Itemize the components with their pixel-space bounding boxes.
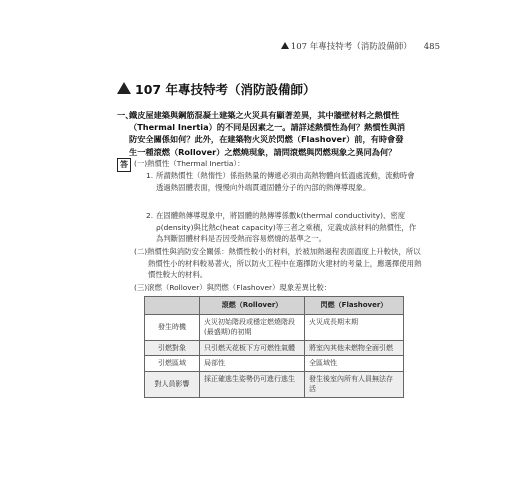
item-number: 2. [146, 211, 154, 220]
list-item [146, 210, 422, 245]
page-header [0, 40, 440, 52]
table-row [145, 340, 404, 356]
table-cell: 只引燃天花板下方可燃性氣體 [200, 340, 305, 356]
page-number: 485 [423, 42, 440, 52]
table-cell: 全區域性 [305, 356, 404, 372]
header-section-title: 107 年專技特考（消防設備師） [290, 42, 412, 52]
table-cell: 對人員影響 [145, 371, 200, 397]
list-item [146, 170, 422, 193]
header-cell [145, 297, 200, 315]
table-cell: 發生時機 [145, 314, 200, 340]
table-cell: 採正確逃生姿勢仍可進行逃生 [200, 371, 305, 397]
table-cell: 火災成長期末期 [305, 314, 404, 340]
table-cell: 將室內其他未燃物全面引燃 [305, 340, 404, 356]
question-text: 鐵皮屋建築與鋼筋混凝土建築之火災具有顯著差異，其中牆壁材料之熱慣性（Thermal Inertia）的不同是因素之一。請詳述熱慣性為何？熱慣性與消防安全關係如何？此外，在建築物火災於閃燃（Flashover）前，有時會發生一種滾燃（Rollover）之燃燒現象，請問滾燃與閃燃現象之異同為何？ [129, 110, 406, 157]
table-cell: 局部性 [200, 356, 305, 372]
table-row [145, 371, 404, 397]
table-cell: 火災初始階段或穩定燃燒階段(最盛期)的初期 [200, 314, 305, 340]
item-text: 在固體熱傳導現象中，將固體的熱傳導係數k(thermal conductivity)、密度ρ(density)與比熱c(heat capacity)等三者之乘積，定義成該材料的熱慣性，作為判斷固體材料是否因受熱而容易燃燒的基準之一。 [156, 211, 417, 244]
triangle-icon [117, 82, 131, 94]
table-header-row [145, 297, 404, 315]
header-cell: 滾燃（Rollover） [200, 297, 305, 315]
part1-heading: (一)熱慣性（Thermal Inertia）： [134, 159, 245, 168]
part2-text: (二)熱慣性與消防安全關係：熱慣性較小的材料，於被加熱過程表面溫度上升較快，所以熱慣性小的材料較易著火，所以防火工程中在選擇防火建材的考量上，應選擇使用熱慣性較大的材料。 [134, 247, 422, 280]
table-cell: 發生後室內所有人員無法存活 [305, 371, 404, 397]
question [117, 109, 407, 158]
item-text: 所謂熱慣性（熱惰性）係指熱量的傳遞必須由高熱物體向低溫處流動，流動時會透過熱固體表面，慢慢向外端貫通固體分子的內部的熱傳導現象。 [156, 171, 415, 192]
question-number: 一、 [117, 110, 134, 120]
comparison-table [144, 296, 404, 398]
part3-heading: (三)滾燃（Rollover）與閃燃（Flashover）現象差異比較： [134, 283, 332, 292]
section-title-text: 107 年專技特考（消防設備師） [135, 82, 316, 97]
triangle-icon [281, 42, 289, 49]
table-row [145, 314, 404, 340]
section-title [117, 80, 315, 98]
part2-paragraph [134, 246, 424, 281]
answer-badge: 答 [117, 158, 131, 172]
item-number: 1. [146, 171, 154, 180]
table-row [145, 356, 404, 372]
table-cell: 引燃區域 [145, 356, 200, 372]
table-cell: 引燃對象 [145, 340, 200, 356]
header-cell: 閃燃（Flashover） [305, 297, 404, 315]
